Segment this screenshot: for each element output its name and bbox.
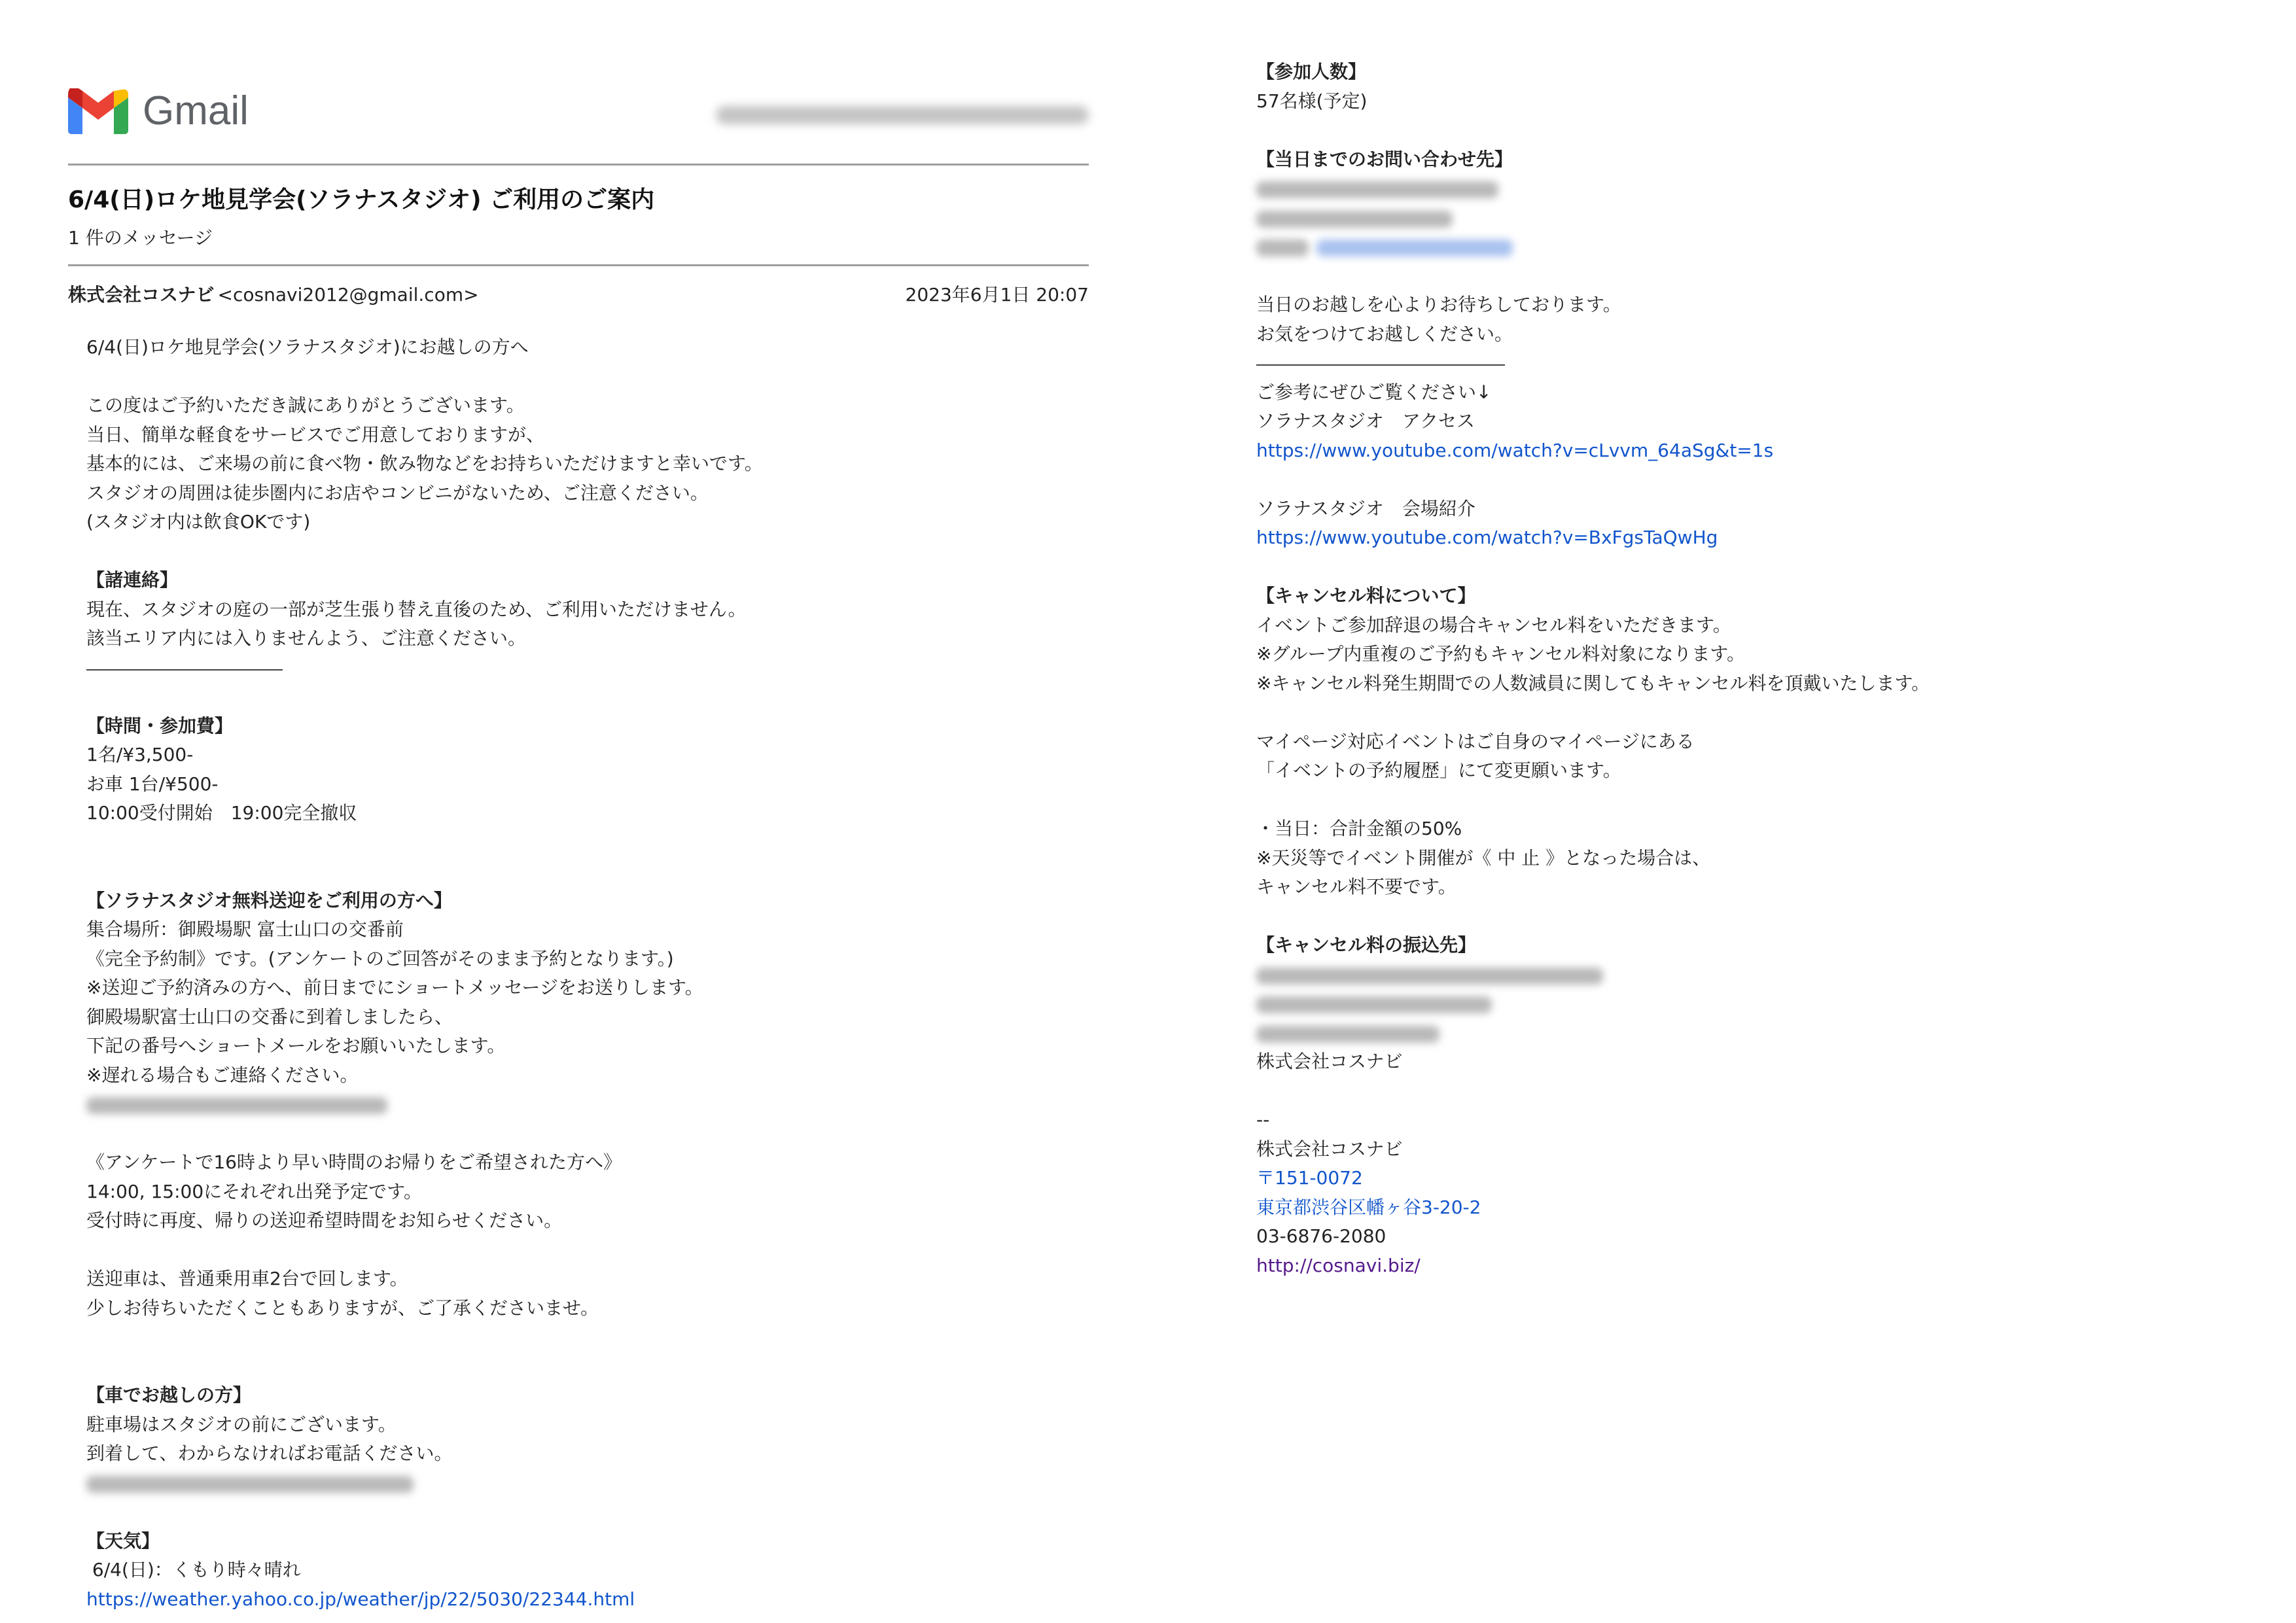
redacted-line	[1256, 960, 2259, 990]
body-line: この度はご予約いただき誠にありがとうございます。	[86, 394, 525, 416]
body-line: 10:00受付開始 19:00完全撤収	[86, 802, 357, 824]
body-line: キャンセル料不要です。	[1256, 876, 1457, 898]
body-link[interactable]: https://www.youtube.com/watch?v=BxFgsTaQwHg	[1256, 527, 1718, 548]
redacted-line	[86, 1469, 1089, 1498]
section-heading: 【キャンセル料について】	[1256, 585, 1476, 606]
redacted-line	[1256, 1019, 2259, 1048]
body-line: ※キャンセル料発生期間での人数減員に関してもキャンセル料を頂戴いたします。	[1256, 672, 1930, 694]
blank-line	[86, 1497, 1089, 1527]
gmail-m-icon	[68, 88, 128, 134]
blank-line	[1256, 465, 2259, 495]
email-subject: 6/4(日)ロケ地見学会(ソラナスタジオ) ご利用のご案内	[68, 186, 655, 213]
body-line: 1名/¥3,500-	[86, 744, 194, 765]
body-line: ※送迎ご予約済みの方へ、前日までにショートメッセージをお送りします。	[86, 977, 703, 998]
body-line: 03-6876-2080	[1256, 1225, 1386, 1247]
body-line: お気をつけてお越しください。	[1256, 323, 1513, 345]
blank-line	[1256, 116, 2259, 145]
left-column	[68, 85, 1089, 1614]
body-line: 《完全予約制》です。(アンケートのご回答がそのまま予約となります。)	[86, 947, 674, 969]
body-line: 到着して、わからなければお電話ください。	[86, 1442, 453, 1464]
body-line: ・当日：合計金額の50%	[1256, 818, 1462, 839]
gmail-logo	[68, 88, 249, 134]
body-line: スタジオの周囲は徒歩圏内にお店やコンビニがないため、ご注意ください。	[86, 481, 709, 504]
section-heading: 【参加人数】	[1256, 61, 1367, 82]
separator-line	[1256, 349, 1505, 378]
blank-line	[86, 1236, 1089, 1265]
body-line: 受付時に再度、帰りの送迎希望時間をお知らせください。	[86, 1210, 563, 1231]
body-line: ※遅れる場合もご連絡ください。	[86, 1064, 359, 1086]
body-line: 6/4(日)ロケ地見学会(ソラナスタジオ)にお越しの方へ	[86, 336, 529, 358]
section-heading: 【天気】	[86, 1529, 160, 1552]
body-line: ソラナスタジオ アクセス	[1256, 410, 1475, 432]
blank-line	[1256, 786, 2259, 815]
right-column	[1238, 58, 2259, 1280]
blank-line	[86, 1352, 1089, 1382]
blank-line	[1256, 553, 2259, 582]
body-line: 下記の番号へショートメールをお願いいたします。	[86, 1035, 506, 1056]
section-heading: 【キャンセル料の振込先】	[1256, 934, 1477, 956]
print-header	[68, 85, 1089, 164]
redacted-line	[1256, 174, 2259, 203]
body-link[interactable]: 〒151-0072	[1256, 1167, 1363, 1189]
section-heading: 【ソラナスタジオ無料送迎をご利用の方へ】	[86, 889, 452, 911]
body-line: 株式会社コスナビ	[1256, 1138, 1403, 1160]
body-line: 6/4(日)：くもり時々晴れ	[86, 1559, 301, 1580]
body-line: 御殿場駅富士山口の交番に到着しましたら、	[86, 1005, 453, 1028]
sender-email: <cosnavi2012@gmail.com>	[217, 284, 479, 305]
blank-line	[86, 857, 1089, 886]
account-email-redacted	[716, 106, 1089, 124]
sender-row	[68, 281, 1089, 307]
blank-line	[86, 362, 1089, 392]
blank-line	[86, 1323, 1089, 1352]
body-line: イベントご参加辞退の場合キャンセル料をいただきます。	[1256, 614, 1731, 636]
body-line: 少しお待ちいただくこともありますが、ご了承くださいませ。	[86, 1297, 599, 1319]
body-line: 基本的には、ご来場の前に食べ物・飲み物などをお持ちいただけますと幸いです。	[86, 453, 763, 474]
body-link[interactable]: https://weather.yahoo.co.jp/weather/jp/22/5030/22344.html	[86, 1588, 635, 1610]
body-line: ご参考にぜひご覧ください↓	[1256, 381, 1492, 403]
body-line: ※グループ内重複のご予約もキャンセル料対象になります。	[1256, 643, 1745, 665]
blank-line	[1256, 902, 2259, 932]
body-line: 「イベントの予約履歴」にて変更願います。	[1256, 759, 1621, 781]
sender-name: 株式会社コスナビ	[68, 284, 215, 305]
section-heading: 【諸連絡】	[86, 569, 179, 591]
body-line: 当日のお越しを心よりお待ちしております。	[1256, 294, 1621, 315]
body-line: (スタジオ内は飲食OKです)	[86, 511, 311, 532]
redacted-line	[1256, 232, 2259, 262]
body-line: 駐車場はスタジオの前にございます。	[86, 1413, 397, 1435]
section-heading: 【当日までのお問い合わせ先】	[1256, 148, 1513, 170]
body-line: 《アンケートで16時より早い時間のお帰りをご希望された方へ》	[86, 1151, 622, 1173]
body-line: 当日、簡単な軽食をサービスでご用意しておりますが、	[86, 423, 545, 445]
blank-line	[86, 682, 1089, 712]
body-line: マイページ対応イベントはご自身のマイページにある	[1256, 730, 1695, 752]
body-line: ソラナスタジオ 会場紹介	[1256, 497, 1475, 519]
message-date: 2023年6月1日 20:07	[905, 284, 1089, 305]
body-line: 現在、スタジオの庭の一部が芝生張り替え直後のため、ご利用いただけません。	[86, 598, 747, 620]
gmail-wordmark: Gmail	[143, 88, 249, 133]
message-body-left	[86, 333, 1089, 1614]
body-line: 該当エリア内には入りませんよう、ご注意ください。	[86, 627, 527, 649]
header-divider	[68, 164, 1089, 166]
blank-line	[1256, 262, 2259, 291]
body-link[interactable]: 東京都渋谷区幡ヶ谷3-20-2	[1256, 1196, 1481, 1218]
blank-line	[1256, 1077, 2259, 1106]
body-line: 57名様(予定)	[1256, 90, 1368, 112]
message-body-right	[1256, 58, 2259, 1280]
body-link[interactable]: https://www.youtube.com/watch?v=cLvvm_64aSg&t=1s	[1256, 439, 1774, 461]
blank-line	[86, 1119, 1089, 1149]
separator-line	[86, 654, 283, 683]
message-count: 1 件のメッセージ	[68, 227, 213, 249]
section-heading: 【時間・参加費】	[86, 714, 234, 737]
body-line: --	[1256, 1109, 1270, 1130]
redacted-line	[86, 1090, 1089, 1119]
subject-divider	[68, 264, 1089, 266]
body-link[interactable]: http://cosnavi.biz/	[1256, 1254, 1421, 1276]
body-line: 株式会社コスナビ	[1256, 1051, 1403, 1072]
blank-line	[86, 828, 1089, 858]
blank-line	[86, 537, 1089, 567]
body-line: 14:00, 15:00にそれぞれ出発予定です。	[86, 1180, 422, 1202]
redacted-line	[1256, 989, 2259, 1019]
body-line: 送迎車は、普通乗用車2台で回します。	[86, 1268, 408, 1289]
body-line: ※天災等でイベント開催が《 中 止 》となった場合は、	[1256, 846, 1711, 869]
body-line: お車 1台/¥500-	[86, 773, 219, 795]
body-line: 集合場所：御殿場駅 富士山口の交番前	[86, 918, 404, 940]
redacted-line	[1256, 203, 2259, 233]
section-heading: 【車でお越しの方】	[86, 1384, 252, 1406]
blank-line	[1256, 698, 2259, 727]
